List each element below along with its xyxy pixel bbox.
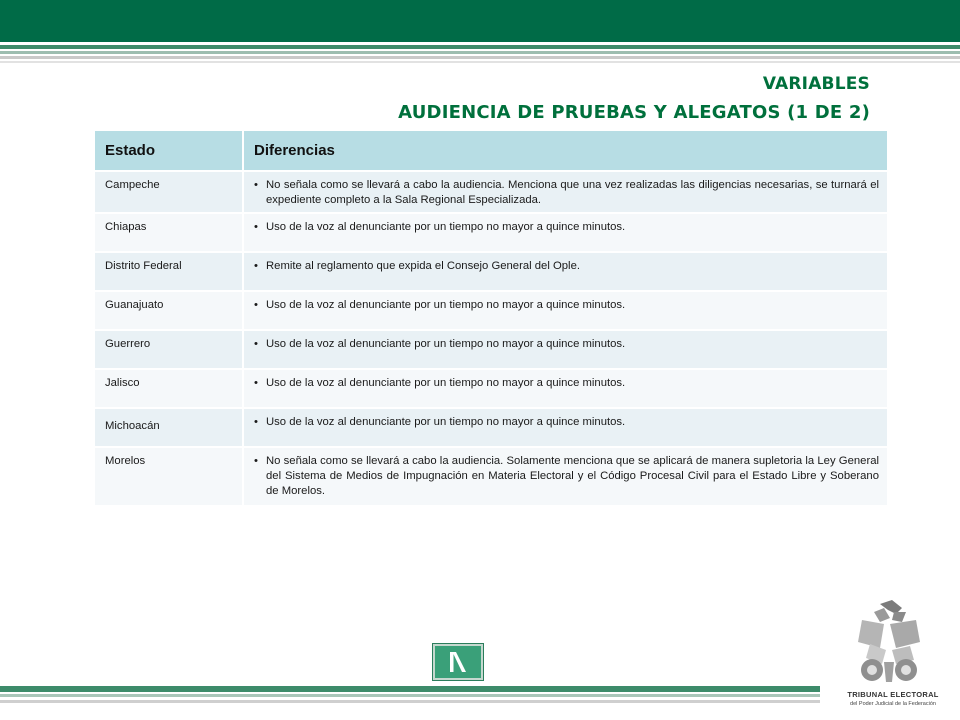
diferencia-cell xyxy=(243,252,887,291)
estado-cell: Jalisco xyxy=(95,369,243,408)
logo-subtitle: del Poder Judicial de la Federación xyxy=(850,701,936,707)
bullet-icon: • xyxy=(254,221,258,233)
diferencia-text: Uso de la voz al denunciante por un tiempo no mayor a quince minutos. xyxy=(266,416,626,428)
diferencia-cell xyxy=(243,447,887,505)
bullet-icon: • xyxy=(254,377,258,389)
table-row xyxy=(95,291,887,330)
title-variables: VARIABLES xyxy=(762,74,870,94)
estado-cell: Guanajuato xyxy=(95,291,243,330)
table-header-row xyxy=(95,131,887,171)
title-audiencia: AUDIENCIA DE PRUEBAS Y ALEGATOS (1 DE 2) xyxy=(398,102,870,123)
diferencia-text: Uso de la voz al denunciante por un tiempo no mayor a quince minutos. xyxy=(266,377,626,389)
estado-cell: Chiapas xyxy=(95,213,243,252)
diferencia-cell xyxy=(243,408,887,447)
estado-cell: Guerrero xyxy=(95,330,243,369)
estado-cell: Distrito Federal xyxy=(95,252,243,291)
table-row xyxy=(95,408,887,447)
column-header-diferencias: Diferencias xyxy=(243,131,887,171)
estado-cell: Michoacán xyxy=(95,408,243,447)
bullet-icon: • xyxy=(254,338,258,350)
top-decorative-stripes xyxy=(0,42,960,66)
diferencia-text: Uso de la voz al denunciante por un tiempo no mayor a quince minutos. xyxy=(266,221,626,233)
differences-table xyxy=(95,131,887,505)
diferencia-text: Remite al reglamento que expida el Consejo General del Ople. xyxy=(266,260,580,272)
diferencia-cell xyxy=(243,213,887,252)
table-row xyxy=(95,252,887,291)
bullet-icon: • xyxy=(254,455,258,467)
slide-title xyxy=(398,74,870,123)
table-row xyxy=(95,447,887,505)
diferencia-cell xyxy=(243,369,887,408)
bullet-icon: • xyxy=(254,416,258,428)
estado-cell: Morelos xyxy=(95,447,243,505)
diferencia-cell xyxy=(243,171,887,213)
first-slide-button[interactable] xyxy=(433,644,483,680)
column-header-estado: Estado xyxy=(95,131,243,171)
top-banner xyxy=(0,0,960,42)
bullet-icon: • xyxy=(254,260,258,272)
diferencia-text: No señala como se llevará a cabo la audiencia. Solamente menciona que se aplicará de manera supletoria la Ley General del Sistema de Medios de Impugnación en Materia Electoral y el Código Procesal Civil para el Estado Libre y Soberano de Morelos. xyxy=(266,455,879,497)
bottom-decorative-stripes xyxy=(0,686,820,720)
bullet-icon: • xyxy=(254,299,258,311)
diferencia-cell xyxy=(243,330,887,369)
diferencia-text: No señala como se llevará a cabo la audiencia. Menciona que una vez realizadas las diligencias necesarias, se turnará el expediente completo a la Sala Regional Especializada. xyxy=(266,179,879,206)
logo-title: TRIBUNAL ELECTORAL xyxy=(847,690,939,699)
diferencia-text: Uso de la voz al denunciante por un tiempo no mayor a quince minutos. xyxy=(266,338,626,350)
table-row xyxy=(95,213,887,252)
bullet-icon: • xyxy=(254,179,258,191)
estado-cell: Campeche xyxy=(95,171,243,213)
skip-to-first-icon xyxy=(435,646,481,678)
diferencia-text: Uso de la voz al denunciante por un tiempo no mayor a quince minutos. xyxy=(266,299,626,311)
table-row xyxy=(95,369,887,408)
table-row xyxy=(95,171,887,213)
diferencia-cell xyxy=(243,291,887,330)
table-row xyxy=(95,330,887,369)
